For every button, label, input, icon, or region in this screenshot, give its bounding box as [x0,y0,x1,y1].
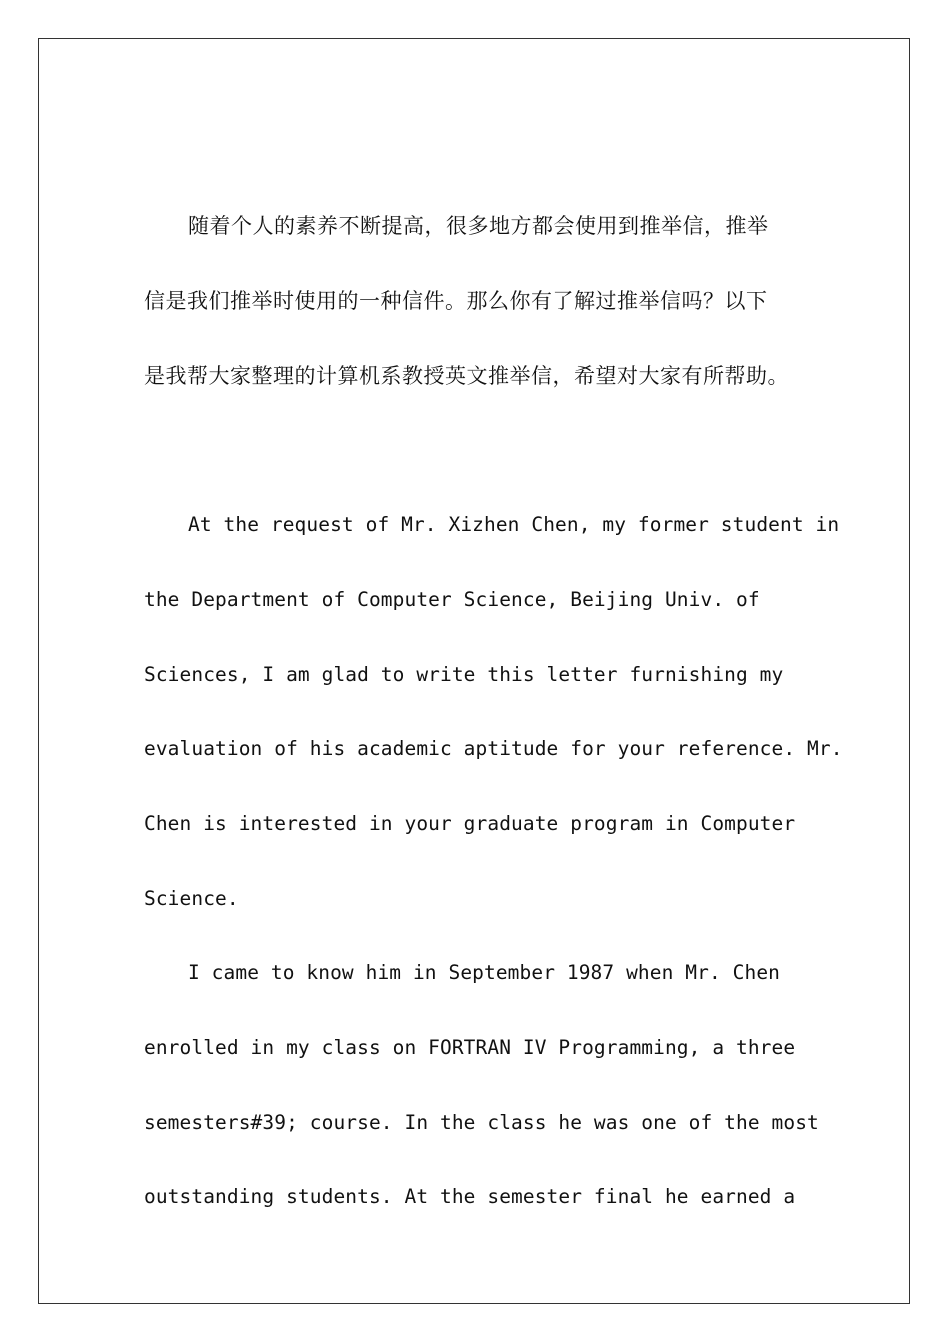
letter-line-10: outstanding students. At the semester final he earned a [144,1185,796,1208]
letter-line-9: semesters#39; course. In the class he was one of the most [144,1111,819,1134]
intro-line-2: 信是我们推举时使用的一种信件。那么你有了解过推举信吗？以下 [144,289,768,313]
letter-line-6: Science. [144,887,239,910]
letter-line-2: the Department of Computer Science, Beijing Univ. of [144,588,760,611]
letter-line-4: evaluation of his academic aptitude for your reference. Mr. [144,737,843,760]
letter-line-5: Chen is interested in your graduate program in Computer [144,812,796,835]
letter-line-3: Sciences, I am glad to write this letter furnishing my [144,663,784,686]
letter-line-8: enrolled in my class on FORTRAN IV Programming, a three [144,1036,796,1059]
letter-line-1: At the request of Mr. Xizhen Chen, my former student in [188,513,840,536]
intro-line-1: 随着个人的素养不断提高，很多地方都会使用到推举信，推举 [188,214,769,238]
letter-line-7: I came to know him in September 1987 when Mr. Chen [188,961,780,984]
intro-line-3: 是我帮大家整理的计算机系教授英文推举信，希望对大家有所帮助。 [144,364,789,388]
